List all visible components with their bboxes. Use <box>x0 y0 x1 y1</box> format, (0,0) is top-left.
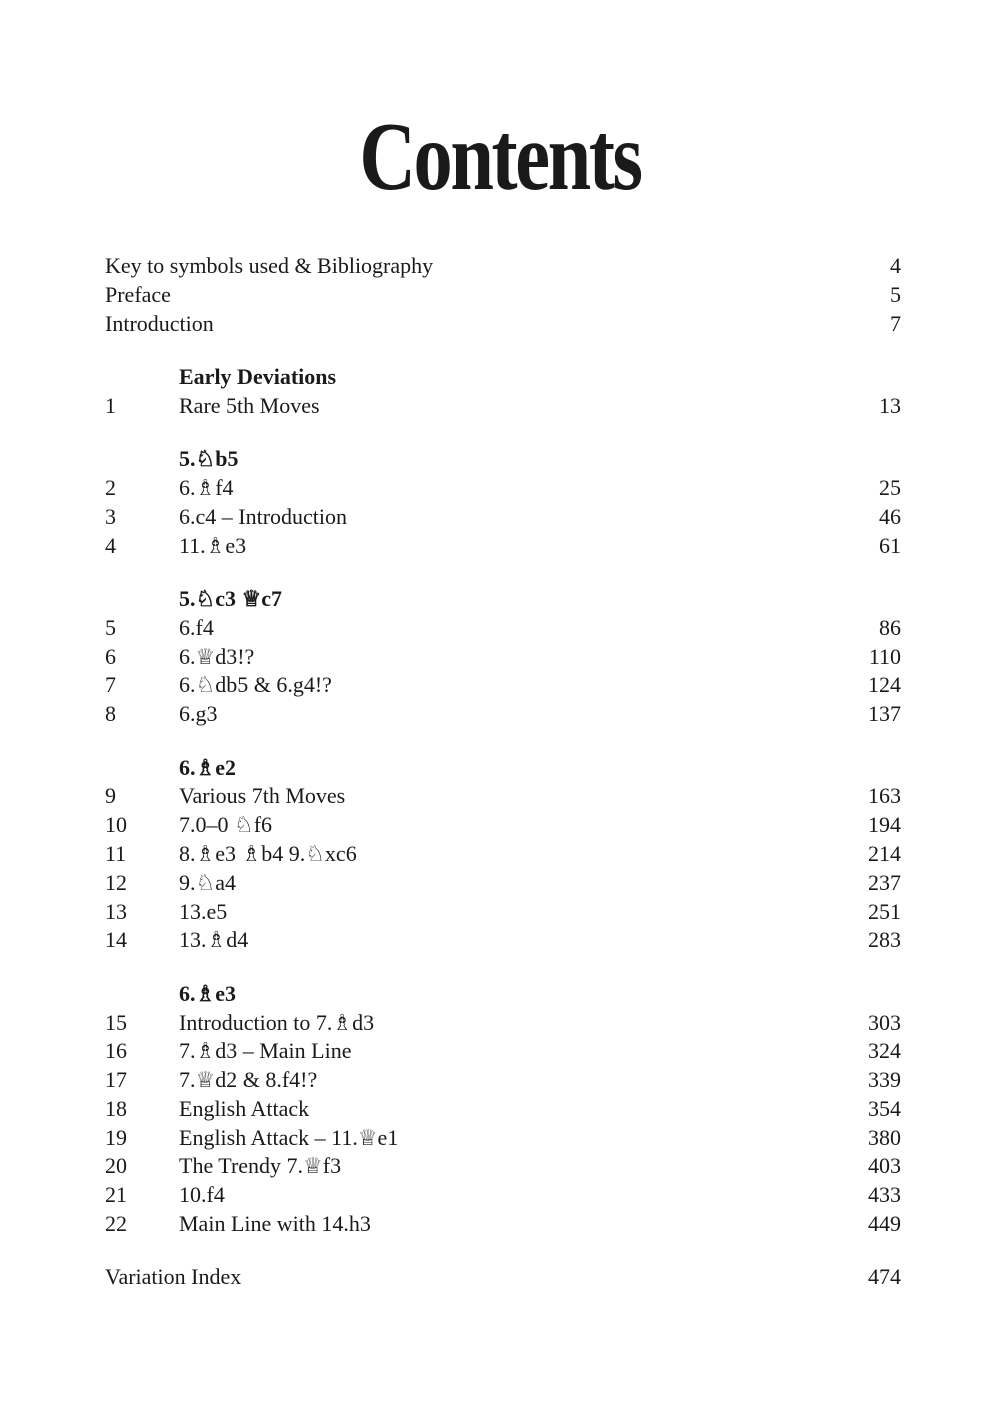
chapter-title: 13.♗d4 <box>179 927 249 953</box>
chapter-number: 19 <box>105 1124 127 1150</box>
chapter-title: 7.0–0 ♘f6 <box>179 812 273 838</box>
toc-entry-chapter <box>105 474 901 503</box>
section-heading <box>105 445 901 474</box>
chapter-title: 6.g3 <box>179 701 218 727</box>
chapter-title: 11.♗e3 <box>179 532 247 558</box>
entry-label: Preface <box>105 281 171 307</box>
chapter-number: 10 <box>105 812 127 838</box>
chapter-page: 214 <box>868 840 901 866</box>
chapter-page: 25 <box>879 474 901 500</box>
chapter-title: Introduction to 7.♗d3 <box>179 1009 375 1035</box>
toc-entry-chapter <box>105 840 901 869</box>
toc-entry-chapter <box>105 532 901 561</box>
chapter-title: 9.♘a4 <box>179 869 236 895</box>
toc-entry-chapter <box>105 643 901 672</box>
entry-page: 4 <box>890 253 901 278</box>
chapter-page: 251 <box>868 898 901 924</box>
chapter-number: 16 <box>105 1038 127 1064</box>
chapter-title: Main Line with 14.h3 <box>179 1211 371 1237</box>
section-heading-label: Early Deviations <box>179 363 337 389</box>
toc-entry-chapter <box>105 503 901 532</box>
chapter-page: 380 <box>868 1124 901 1150</box>
chapter-page: 194 <box>868 812 901 838</box>
toc-entry-chapter <box>105 869 901 898</box>
section-heading-label: 6.♗e2 <box>179 754 236 780</box>
chapter-page: 433 <box>868 1182 901 1208</box>
entry-page: 5 <box>890 281 901 307</box>
chapter-title: 6.f4 <box>179 614 214 640</box>
back-matter <box>105 1263 901 1292</box>
toc-entry-chapter <box>105 1210 901 1239</box>
chapter-title: 13.e5 <box>179 898 228 924</box>
chapter-page: 324 <box>868 1038 901 1064</box>
section-heading-label: 6.♗e3 <box>179 980 236 1006</box>
chapter-number: 14 <box>105 927 127 953</box>
sections <box>105 338 901 1238</box>
toc-entry-chapter <box>105 898 901 927</box>
chapter-page: 13 <box>879 392 901 418</box>
chapter-page: 137 <box>868 701 901 727</box>
chapter-title: Various 7th Moves <box>179 783 346 809</box>
chapter-page: 86 <box>879 614 901 640</box>
chapter-title: 6.♕d3!? <box>179 643 255 669</box>
chapter-title: The Trendy 7.♕f3 <box>179 1153 342 1179</box>
entry-page: 7 <box>890 310 901 336</box>
chapter-page: 283 <box>868 927 901 953</box>
chapter-number: 20 <box>105 1153 127 1179</box>
section-heading <box>105 754 901 783</box>
section-heading-label: 5.♘c3 ♕c7 <box>179 585 282 611</box>
chapter-title: Rare 5th Moves <box>179 392 320 418</box>
toc-entry-chapter <box>105 926 901 955</box>
chapter-page: 46 <box>879 503 901 529</box>
chapter-title: 10.f4 <box>179 1182 225 1208</box>
chapter-title: 6.c4 – Introduction <box>179 503 348 529</box>
toc-entry-chapter <box>105 392 901 421</box>
chapter-number: 11 <box>105 840 127 866</box>
chapter-number: 2 <box>105 474 116 500</box>
front-matter <box>105 252 901 338</box>
toc-entry-chapter <box>105 811 901 840</box>
toc-entry-chapter <box>105 700 901 729</box>
chapter-title: English Attack – 11.♕e1 <box>179 1124 399 1150</box>
chapter-title: 7.♗d3 – Main Line <box>179 1038 352 1064</box>
chapter-number: 22 <box>105 1211 127 1237</box>
chapter-page: 354 <box>868 1095 901 1121</box>
chapter-title: English Attack <box>179 1095 310 1121</box>
toc-entry-chapter <box>105 1066 901 1095</box>
chapter-title: 6.♗f4 <box>179 474 234 500</box>
toc-entry-chapter <box>105 1037 901 1066</box>
toc-entry-front-2 <box>105 281 901 310</box>
toc-entry-chapter <box>105 782 901 811</box>
toc-entry-front-1 <box>105 252 901 281</box>
chapter-number: 1 <box>105 392 116 418</box>
section-heading <box>105 585 901 614</box>
chapter-page: 61 <box>879 532 901 558</box>
chapter-title: 8.♗e3 ♗b4 9.♘xc6 <box>179 840 357 866</box>
chapter-page: 237 <box>868 869 901 895</box>
toc-entry-chapter <box>105 1009 901 1038</box>
chapter-page: 303 <box>868 1009 901 1035</box>
toc-entry-chapter <box>105 1152 901 1181</box>
chapter-page: 124 <box>868 672 901 698</box>
chapter-number: 17 <box>105 1067 127 1093</box>
toc-entry-chapter <box>105 1124 901 1153</box>
chapter-number: 7 <box>105 672 116 698</box>
toc-entry-chapter <box>105 614 901 643</box>
chapter-page: 163 <box>868 783 901 809</box>
chapter-number: 21 <box>105 1182 127 1208</box>
section-heading <box>105 363 901 392</box>
chapter-number: 12 <box>105 869 127 895</box>
chapter-number: 3 <box>105 503 116 529</box>
section-heading <box>105 980 901 1009</box>
toc-entry-back-1 <box>105 1263 901 1292</box>
toc-entry-front-3 <box>105 310 901 339</box>
chapter-title: 6.♘db5 & 6.g4!? <box>179 672 332 698</box>
chapter-page: 403 <box>868 1153 901 1179</box>
entry-label: Variation Index <box>105 1264 242 1290</box>
chapter-number: 15 <box>105 1009 127 1035</box>
section-heading-label: 5.♘b5 <box>179 446 239 472</box>
table-of-contents <box>105 252 901 1292</box>
entry-page: 474 <box>868 1264 901 1290</box>
entry-label: Introduction <box>105 310 214 336</box>
toc-entry-chapter <box>105 671 901 700</box>
chapter-number: 13 <box>105 898 127 924</box>
chapter-number: 5 <box>105 614 116 640</box>
chapter-number: 18 <box>105 1095 127 1121</box>
chapter-page: 449 <box>868 1211 901 1237</box>
entry-label: Key to symbols used & Bibliography <box>105 253 434 278</box>
toc-entry-chapter <box>105 1095 901 1124</box>
toc-entry-chapter <box>105 1181 901 1210</box>
chapter-title: 7.♕d2 & 8.f4!? <box>179 1067 318 1093</box>
chapter-number: 4 <box>105 532 116 558</box>
chapter-number: 9 <box>105 783 116 809</box>
chapter-number: 6 <box>105 643 116 669</box>
chapter-page: 339 <box>868 1067 901 1093</box>
chapter-number: 8 <box>105 701 116 727</box>
chapter-page: 110 <box>868 643 901 669</box>
page-title: Contents <box>359 103 641 211</box>
